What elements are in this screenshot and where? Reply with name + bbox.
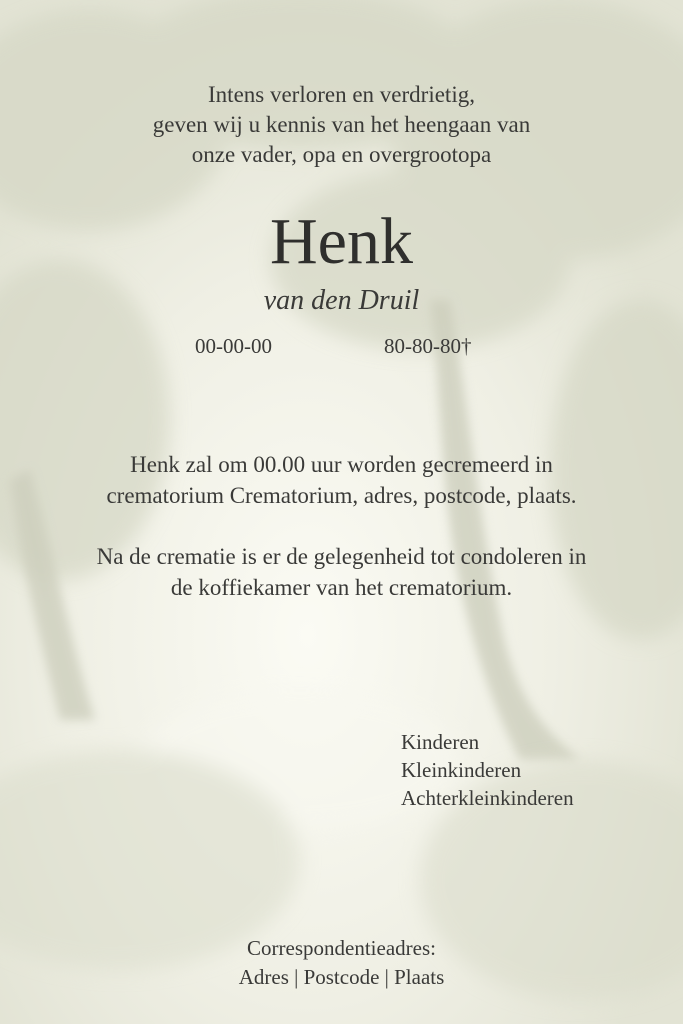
- death-date: 80-80-80†: [384, 334, 472, 358]
- intro-text: [0, 80, 683, 170]
- correspondence-address: [0, 934, 683, 992]
- family-item: Achterkleinkinderen: [401, 786, 574, 810]
- deceased-first-name: Henk: [270, 205, 413, 278]
- intro-line-3: onze vader, opa en overgrootopa: [191, 142, 492, 167]
- address-value: Adres | Postcode | Plaats: [238, 965, 445, 989]
- address-label: Correspondentieadres:: [247, 936, 436, 960]
- intro-line-1: Intens verloren en verdrietig,: [208, 82, 475, 107]
- deceased-last-name: van den Druil: [263, 285, 420, 316]
- condolence-line-2: de koffiekamer van het crematorium.: [170, 575, 513, 600]
- family-item: Kleinkinderen: [401, 758, 522, 782]
- intro-line-2: geven wij u kennis van het heengaan van: [152, 112, 531, 137]
- birth-date: 00-00-00: [195, 334, 272, 358]
- condolence-line-1: Na de crematie is er de gelegenheid tot condoleren in: [96, 544, 587, 569]
- ceremony-line-2: crematorium Crematorium, adres, postcode, plaats.: [106, 483, 577, 508]
- family-list: [401, 728, 574, 812]
- condolence-text: [0, 541, 683, 603]
- ceremony-line-1: Henk zal om 00.00 uur worden gecremeerd in: [130, 452, 553, 477]
- family-item: Kinderen: [401, 730, 480, 754]
- ceremony-text: [0, 449, 683, 511]
